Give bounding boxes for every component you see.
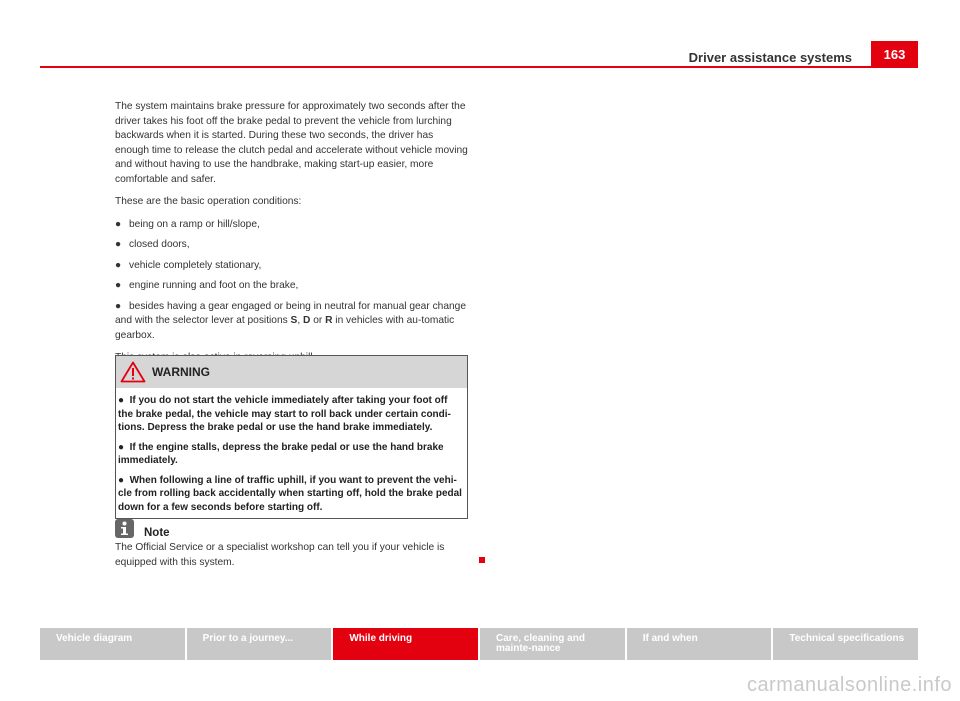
warning-body bbox=[116, 388, 467, 518]
bullet-icon: ● bbox=[118, 395, 125, 406]
warning-item bbox=[118, 474, 465, 515]
tab-technical-specifications[interactable]: Technical specifications bbox=[773, 628, 918, 660]
main-content bbox=[115, 100, 470, 374]
info-icon bbox=[115, 519, 134, 538]
note-section bbox=[115, 514, 470, 570]
tab-vehicle-diagram[interactable]: Vehicle diagram bbox=[40, 628, 185, 660]
list-item-text: being on a ramp or hill/slope, bbox=[129, 218, 260, 230]
warning-triangle-icon bbox=[118, 361, 148, 383]
chapter-navigation bbox=[40, 628, 918, 660]
conditions-intro: These are the basic operation conditions: bbox=[115, 196, 302, 207]
bullet-icon: ● bbox=[118, 474, 125, 486]
gear-position-r: R bbox=[325, 315, 333, 326]
list-item bbox=[115, 238, 470, 253]
watermark: carmanualsonline.info bbox=[746, 674, 952, 696]
gear-text-before: besides having a gear engaged or being in neutral for manual gear change and with the selector lever at positions bbox=[115, 300, 466, 326]
bullet-icon: ● bbox=[115, 259, 122, 271]
gear-position-s: S bbox=[290, 315, 298, 326]
tab-while-driving[interactable]: While driving bbox=[333, 628, 478, 660]
list-item bbox=[115, 218, 470, 233]
list-item-gear bbox=[115, 300, 470, 344]
tab-care-cleaning[interactable]: Care, cleaning and mainte-nance bbox=[480, 628, 625, 660]
warning-item-text: If the engine stalls, depress the brake pedal or use the hand brake immediately. bbox=[118, 441, 444, 466]
header-rule bbox=[40, 66, 918, 68]
bullet-icon: ● bbox=[115, 218, 122, 230]
bullet-icon: ● bbox=[118, 441, 125, 453]
warning-item-text: When following a line of traffic uphill, if you want to prevent the vehi-cle from rolling back accidentally when starting off, hold the brake pedal down for a few seconds before starting off. bbox=[118, 474, 462, 513]
warning-item bbox=[118, 394, 465, 435]
section-end-marker bbox=[479, 557, 485, 563]
list-item-text: vehicle completely stationary, bbox=[129, 259, 262, 271]
list-item-text: closed doors, bbox=[129, 239, 190, 250]
warning-item-text: If you do not start the vehicle immediately after taking your foot off the brake pedal, the vehicle may start to roll back under certain condi-tions. Depress the brake pedal or use the hand brake immediately. bbox=[118, 395, 451, 433]
intro-paragraph: The system maintains brake pressure for approximately two seconds after the driver takes his foot off the brake pedal to prevent the vehicle from lurching backwards when it is started. During these two seconds, the driver has enough time to release the clutch pedal and accelerate without vehicle moving and without having to use the handbrake, making start-up easier, more comfortable and safer. bbox=[115, 101, 468, 185]
note-title: Note bbox=[144, 526, 170, 539]
warning-header bbox=[116, 356, 467, 388]
gear-separator: or bbox=[310, 315, 326, 326]
tab-if-and-when[interactable]: If and when bbox=[627, 628, 772, 660]
gear-separator: , bbox=[297, 315, 304, 326]
warning-box bbox=[115, 355, 468, 519]
note-header bbox=[115, 514, 470, 538]
bullet-icon: ● bbox=[115, 239, 122, 250]
note-text: The Official Service or a specialist workshop can tell you if your vehicle is equipped with this system. bbox=[115, 542, 445, 568]
warning-title: WARNING bbox=[152, 365, 210, 379]
list-item-text: engine running and foot on the brake, bbox=[129, 280, 299, 291]
list-item bbox=[115, 279, 470, 294]
page-number: 163 bbox=[871, 41, 918, 67]
bullet-icon: ● bbox=[115, 300, 122, 312]
gear-text-after: in vehicles with au-tomatic gearbox. bbox=[115, 315, 455, 341]
warning-item bbox=[118, 441, 465, 468]
bullet-icon: ● bbox=[115, 280, 122, 291]
gear-position-d: D bbox=[303, 315, 311, 326]
section-title: Driver assistance systems bbox=[688, 50, 852, 65]
list-item bbox=[115, 259, 470, 274]
tab-prior-to-journey[interactable]: Prior to a journey... bbox=[187, 628, 332, 660]
